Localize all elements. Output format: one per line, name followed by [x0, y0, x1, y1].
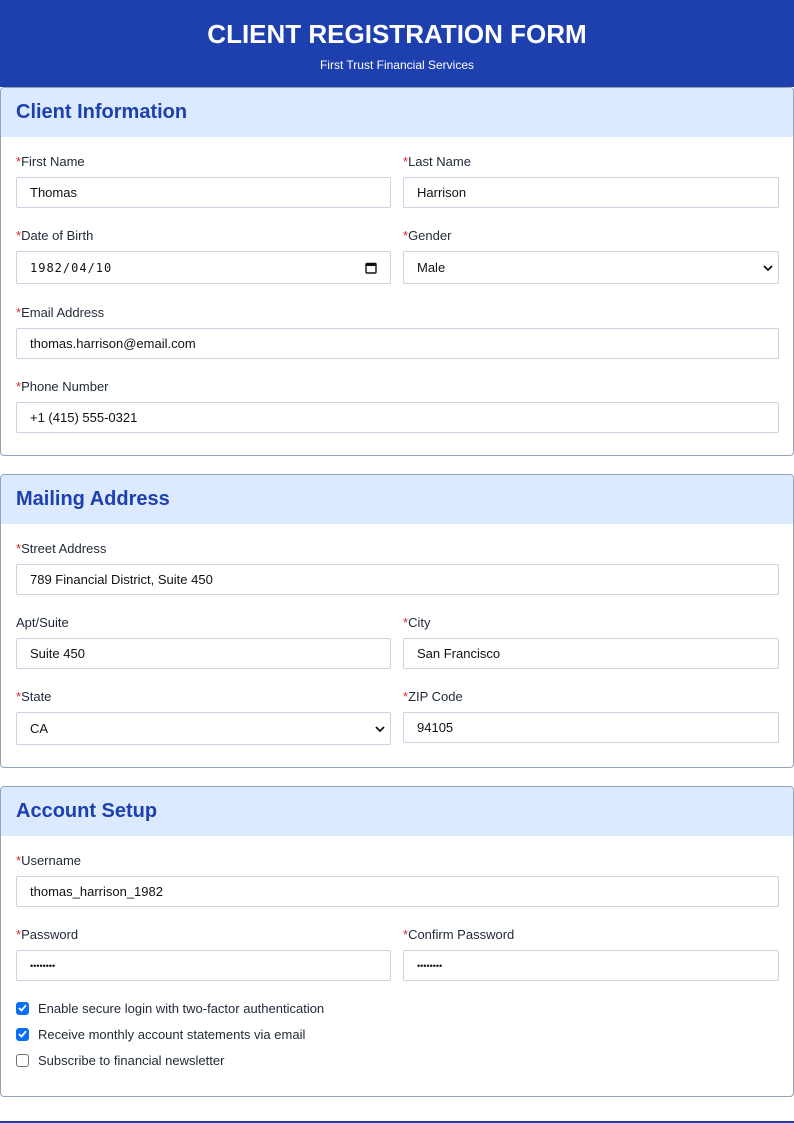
- checkbox-unchecked[interactable]: [16, 1054, 29, 1067]
- form-title: CLIENT REGISTRATION FORM: [207, 19, 587, 49]
- password-field: [16, 927, 391, 971]
- option-label: Subscribe to financial newsletter: [38, 1052, 225, 1068]
- date-of-birth-input[interactable]: 1982/04/10: [16, 251, 391, 284]
- required-marker: *: [403, 689, 409, 704]
- newsletter-option[interactable]: [16, 1051, 324, 1069]
- phone-field: [16, 379, 779, 425]
- field-label: *Username: [16, 853, 82, 868]
- checkbox-checked[interactable]: [16, 1002, 29, 1015]
- two-factor-option[interactable]: [16, 999, 324, 1017]
- section-header: [1, 475, 793, 524]
- city-field: [403, 615, 779, 661]
- email-input[interactable]: thomas.harrison@email.com: [16, 328, 779, 359]
- last-name-input[interactable]: Harrison: [403, 177, 779, 208]
- required-marker: *: [403, 927, 409, 942]
- street-address-field: [16, 541, 779, 587]
- required-marker: *: [16, 305, 22, 320]
- field-label: *Phone Number: [16, 379, 109, 394]
- account-setup-section: [0, 786, 794, 1097]
- required-marker: *: [403, 228, 409, 243]
- field-label: *Last Name: [403, 154, 471, 169]
- field-label: Apt/Suite: [16, 615, 69, 630]
- section-title: Account Setup: [16, 800, 158, 822]
- date-of-birth-field: [16, 228, 391, 275]
- apt-suite-input[interactable]: Suite 450: [16, 638, 391, 669]
- password-input[interactable]: ••••••••: [16, 950, 391, 981]
- required-marker: *: [16, 541, 22, 556]
- chevron-down-icon: [375, 725, 385, 732]
- company-name: First Trust Financial Services: [319, 58, 475, 72]
- required-marker: *: [403, 154, 409, 169]
- field-label: *City: [403, 615, 431, 630]
- field-label: *Email Address: [16, 305, 105, 320]
- required-marker: *: [16, 379, 22, 394]
- apt-suite-field: [16, 615, 391, 661]
- account-options: [16, 999, 324, 1077]
- username-field: [16, 853, 779, 899]
- street-address-input[interactable]: 789 Financial District, Suite 450: [16, 564, 779, 595]
- section-header: [1, 88, 793, 137]
- field-label: *Password: [16, 927, 79, 942]
- client-information-section: [0, 87, 794, 456]
- required-marker: *: [16, 689, 22, 704]
- field-label: *State: [16, 689, 52, 704]
- state-field: [16, 689, 391, 736]
- required-marker: *: [16, 154, 22, 169]
- zip-code-input[interactable]: 94105: [403, 712, 779, 743]
- first-name-field: [16, 154, 391, 200]
- zip-code-field: [403, 689, 779, 735]
- field-label: *ZIP Code: [403, 689, 463, 704]
- gender-field: [403, 228, 779, 275]
- first-name-input[interactable]: Thomas: [16, 177, 391, 208]
- section-title: Mailing Address: [16, 488, 170, 510]
- phone-input[interactable]: +1 (415) 555-0321: [16, 402, 779, 433]
- confirm-password-input[interactable]: ••••••••: [403, 950, 779, 981]
- state-select[interactable]: CA: [16, 712, 391, 745]
- required-marker: *: [16, 927, 22, 942]
- calendar-icon[interactable]: [365, 262, 377, 274]
- option-label: Enable secure login with two-factor authentication: [38, 1000, 325, 1016]
- required-marker: *: [403, 615, 409, 630]
- field-label: *First Name: [16, 154, 85, 169]
- field-label: *Date of Birth: [16, 228, 94, 243]
- required-marker: *: [16, 853, 22, 868]
- field-label: *Confirm Password: [403, 927, 515, 942]
- option-label: Receive monthly account statements via email: [38, 1026, 306, 1042]
- checkbox-checked[interactable]: [16, 1028, 29, 1041]
- check-icon: [18, 1030, 27, 1038]
- check-icon: [18, 1004, 27, 1012]
- form-header: [0, 0, 794, 87]
- confirm-password-field: [403, 927, 779, 971]
- chevron-down-icon: [763, 264, 773, 271]
- username-input[interactable]: thomas_harrison_1982: [16, 876, 779, 907]
- section-header: [1, 787, 793, 836]
- monthly-statements-option[interactable]: [16, 1025, 324, 1043]
- last-name-field: [403, 154, 779, 200]
- required-marker: *: [16, 228, 22, 243]
- gender-select[interactable]: Male: [403, 251, 779, 284]
- city-input[interactable]: San Francisco: [403, 638, 779, 669]
- field-label: *Gender: [403, 228, 452, 243]
- field-label: *Street Address: [16, 541, 107, 556]
- mailing-address-section: [0, 474, 794, 768]
- email-field: [16, 305, 779, 351]
- section-title: Client Information: [16, 101, 188, 123]
